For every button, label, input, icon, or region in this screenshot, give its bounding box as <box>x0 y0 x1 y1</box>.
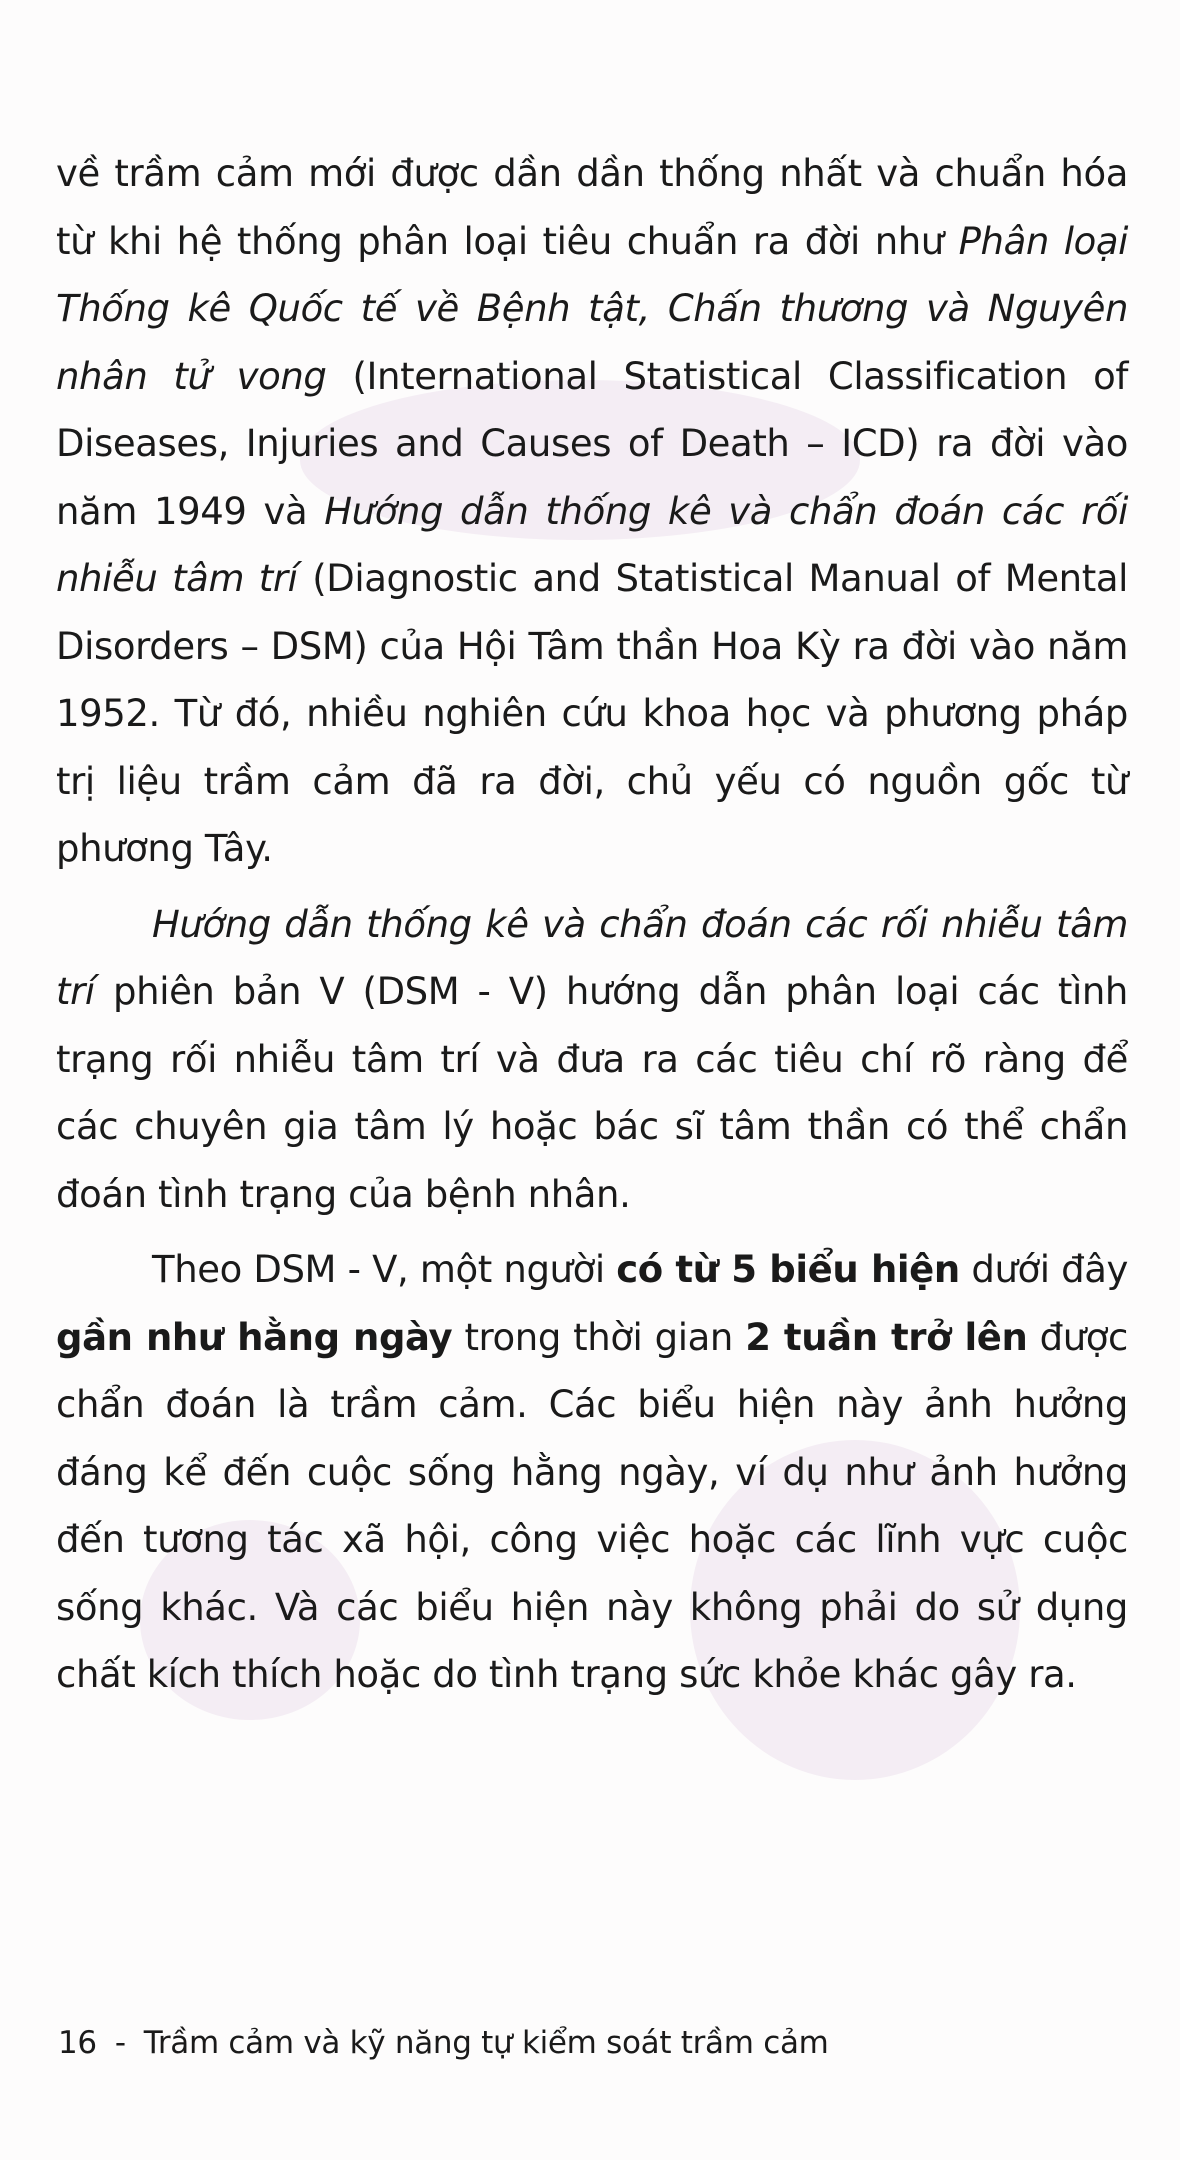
paragraph-2 <box>56 891 1128 1229</box>
text-run: dưới đây <box>959 1248 1128 1291</box>
bold-text: 2 tuần trở lên <box>745 1315 1028 1359</box>
text-run: (International Statistical Classification of Diseases, Injuries and Causes of Death – ICD) ra đời vào năm 1949 và <box>56 354 1128 533</box>
paragraph-1 <box>56 140 1128 883</box>
text-run: (Diagnostic and Statistical Manual of Mental Disorders – DSM) của Hội Tâm thần Hoa Kỳ ra đời vào năm 1952. Từ đó, nhiều nghiên cứu khoa học và phương pháp trị liệu trầm cảm đã ra đời, chủ yếu có nguồn gốc từ phương Tây. <box>56 557 1128 870</box>
italic-text: Hướng dẫn thống kê và chẩn đoán các rối nhiễu tâm trí <box>56 902 1128 1013</box>
text-run: được chẩn đoán là trầm cảm. Các biểu hiện này ảnh hưởng đáng kể đến cuộc sống hằng ngày, ví dụ như ảnh hưởng đến tương tác xã hội, công việc hoặc các lĩnh vực cuộc sống khác. Và các biểu hiện này không phải do sử dụng chất kích thích hoặc do tình trạng sức khỏe khác gây ra. <box>56 1315 1128 1696</box>
text-run: về trầm cảm mới được dần dần thống nhất và chuẩn hóa từ khi hệ thống phân loại tiêu chuẩn ra đời như <box>56 152 1128 263</box>
bold-text: có từ 5 biểu hiện <box>616 1248 960 1291</box>
page-number: 16 <box>58 2025 97 2061</box>
text-run: trong thời gian <box>452 1315 746 1359</box>
text-run: phiên bản V (DSM - V) hướng dẫn phân loại các tình trạng rối nhiễu tâm trí và đưa ra các tiêu chí rõ ràng để các chuyên gia tâm lý hoặc bác sĩ tâm thần có thể chẩn đoán tình trạng của bệnh nhân. <box>56 970 1128 1216</box>
italic-text: Hướng dẫn thống kê và chẩn đoán các rối nhiễu tâm trí <box>56 489 1128 600</box>
italic-text: Phân loại Thống kê Quốc tế về Bệnh tật, Chấn thương và Nguyên nhân tử vong <box>56 219 1128 398</box>
body-text <box>56 140 1128 1709</box>
footer-separator: - <box>114 2025 126 2061</box>
page-footer <box>58 2025 829 2061</box>
paragraph-3 <box>56 1236 1128 1709</box>
text-run: Theo DSM - V, một người <box>152 1248 617 1291</box>
bold-text: gần như hằng ngày <box>56 1315 453 1359</box>
book-title: Trầm cảm và kỹ năng tự kiểm soát trầm cảm <box>143 2025 829 2061</box>
